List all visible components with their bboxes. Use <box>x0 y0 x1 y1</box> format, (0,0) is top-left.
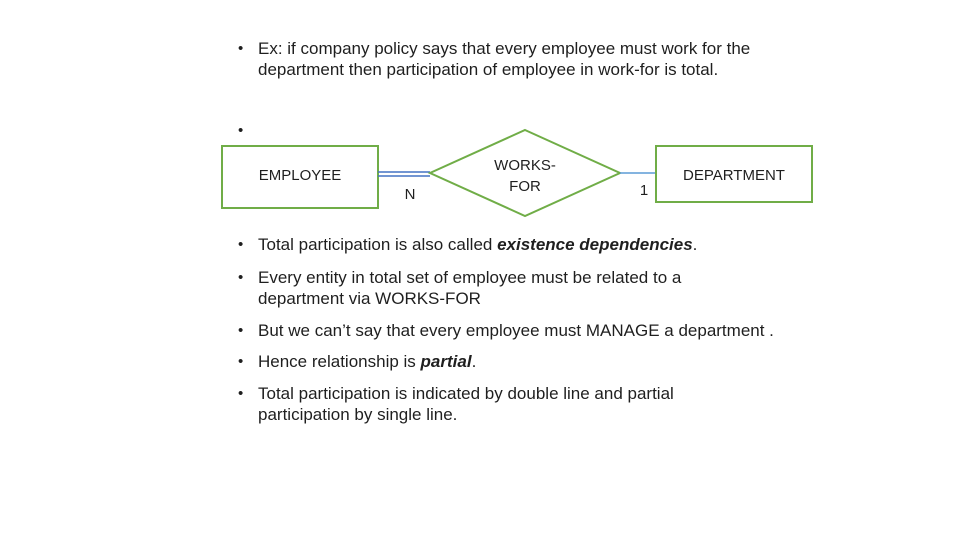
bullet-dot: • <box>238 236 244 253</box>
bullet-text <box>258 351 476 372</box>
bullet-dot: • <box>238 353 244 370</box>
bullet-line: department via WORKS-FOR <box>258 289 481 308</box>
bullet-line: Total participation is indicated by double line and partial <box>258 384 674 403</box>
bullet-partial <box>238 351 476 372</box>
bullet-text: But we can’t say that every employee must MANAGE a department . <box>258 321 774 340</box>
entity-department-label: DEPARTMENT <box>683 167 785 184</box>
bullet-line: participation by single line. <box>258 405 458 424</box>
relationship-label-line2: FOR <box>509 178 541 195</box>
bullet-text-emphasis: partial <box>420 352 472 371</box>
cardinality-1: 1 <box>639 182 649 199</box>
bullet-dot: • <box>238 322 244 339</box>
relationship-label-line1: WORKS- <box>494 157 556 174</box>
bullet-dot: • <box>238 40 244 57</box>
bullet-dot: • <box>238 385 244 402</box>
bullet-manage <box>238 320 774 341</box>
bullet-every-entity <box>238 267 681 309</box>
bullet-dot: • <box>238 269 244 286</box>
bullet-text-end: . <box>471 352 477 371</box>
bullet-text <box>258 234 697 255</box>
bullet-text <box>258 267 681 309</box>
entity-employee-label: EMPLOYEE <box>258 167 342 184</box>
bullet-text-emphasis: existence dependencies <box>497 235 693 254</box>
bullet-indication <box>238 383 674 425</box>
bullet-text-plain: Hence relationship is <box>258 352 421 371</box>
bullet-line: department then participation of employee in work-for is total. <box>258 60 719 79</box>
bullet-dot: • <box>238 122 244 139</box>
cardinality-n: N <box>404 186 416 203</box>
bullet-text-end: . <box>692 235 698 254</box>
bullet-text <box>258 383 674 425</box>
bullet-existence <box>238 234 697 255</box>
bullet-line: Ex: if company policy says that every employee must work for the <box>258 39 751 58</box>
bullet-line: Every entity in total set of employee must be related to a <box>258 268 682 287</box>
bullet-text-plain: Total participation is also called <box>258 235 498 254</box>
